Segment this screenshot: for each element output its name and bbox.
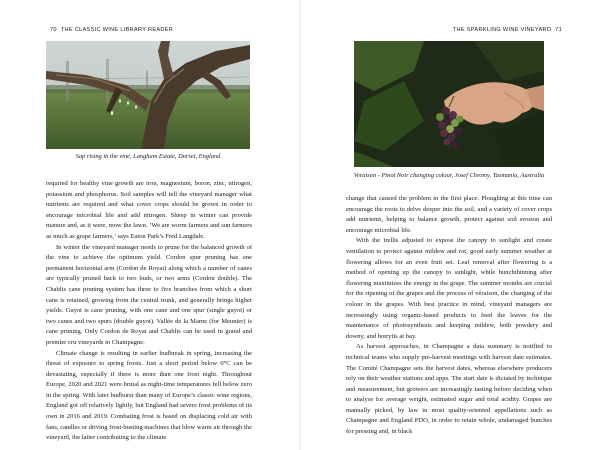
paragraph: required for healthy vine growth are iron, magnesium, boron, zinc, nitrogen, potassium and phosphorus. Soil samples will tell the vineyard manager what nutrients are required and what cover crops should be grown in order to encourage microbial life and add nitrogen. Sheep in winter can provide manure and, as it were, mow the lawn. ‘We are worm farmers and sun farmers as much as grape farmers,’ says Eaton Park’s Fred Langdale. <box>46 180 252 240</box>
running-head-right <box>453 27 566 33</box>
paragraph: change that caused the problem in the first place. Ploughing at this time can encourage the roots to delve deeper into the soil, and a variety of cover crops add nutrients, helping to balance growth, protect against soil erosion and encourage microbial life. <box>346 195 552 234</box>
running-head-title: THE SPARKLING WINE VINEYARD <box>452 27 552 33</box>
photo-caption-left: Sap rising in the vine, Langham Estate, Dorset, England <box>75 153 221 160</box>
paragraph: In winter the vineyard manager needs to prune for the balanced growth of the vine to achieve the optimum yield. Cordon spur pruning has one permanent horizontal arm (Cordon de Royat) along which a number of canes are typically pruned back to two buds, or two arms (Cordon double). The Chablis cane pruning system has three to five branches from which a short cane is retained, growing from the central trunk, and generally brings higher yields. Guyot is cane pruning, with one cane and one spur (single guyot) or two canes and two spurs (double guyot). Vallée de la Marne (for Meunier) is cane pruning. Only Cordon de Royat and Chablis can be used in grand and premier cru vineyards in Champagne. <box>46 243 252 346</box>
page-number: 71 <box>555 27 562 33</box>
paragraph: With the trellis adjusted to expose the canopy to sunlight and create ventilation to protect against mildew and rot, good early summer weather at flowering allows for an even fruit set. Leaf removal after flowering is a method of opening up the canopy to sunlight, while bunchthinning after flowering maximizes the energy in the grape. The summer months are crucial for the ripening of the grapes and the process of véraison, the changing of the colour in the grapes. With best practice in mind, vineyard managers are increasingly using organic-based products to feed the leaves for the maintenance of photosynthesis and keeping mildew, both powdery and downy, and botrytis at bay. <box>346 237 552 340</box>
photo-caption-right: Veraison - Pinot Noir changing colour, Josef Chromy, Tasmania, Australia <box>353 172 545 179</box>
running-head-left <box>46 27 173 33</box>
paragraph: Climate change is resulting in earlier budbreak in spring, increasing the threat of exposure to spring frosts. Just a short period below 0°C can be devastating, especially if there is more than one frost night. Throughout Europe, 2020 and 2021 were brutal as night-time temperatures fell below zero in the spring. With later budburst than many of Europe’s classic wine regions, England got off relatively lightly, but England had severe frost problems of its own in 2016 and 2019. Combating frost is based on displacing cold air with fans, candles or driving frost-busting machines that blow warm air through the vineyard, the latter contributing to the climate <box>46 349 252 442</box>
grape-veraison-photo <box>354 41 544 167</box>
running-head-title: THE CLASSIC WINE LIBRARY READER <box>60 27 174 33</box>
paragraph: As harvest approaches, in Champagne a data summary is notified to technical teams who supply pre-harvest meetings with harvest date estimates. The Comité Champagne sets the harvest dates, whereas elsewhere producers rely on their weather stations and apps. The start date is dictated by technique and measurement, but growers are increasingly tasting before deciding when to analyse for average weight, estimated sugar and total acidity. Grapes are manually picked, by law in most quality-oriented appellations such as Champagne and England PDO, in order to retain whole, undamaged bunches for pressing and, in black <box>346 343 552 436</box>
page-number: 70 <box>50 27 57 33</box>
vine-sap-photo <box>46 41 250 149</box>
body-text-left <box>46 179 252 444</box>
body-text-right <box>346 194 552 438</box>
